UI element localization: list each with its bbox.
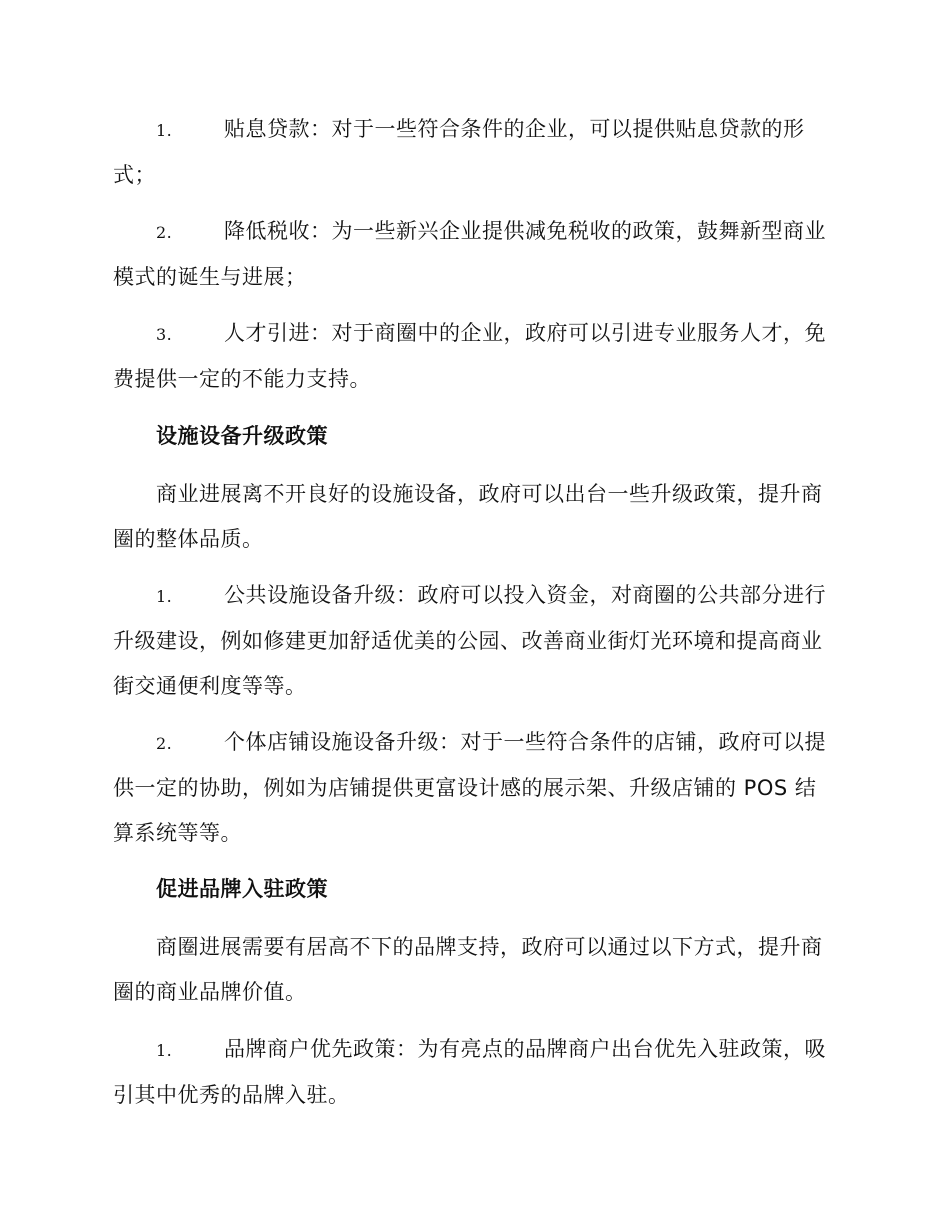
list-number: 1. [156, 121, 173, 140]
list-item-text: 人才引进：对于商圈中的企业，政府可以引进专业服务人才，免费提供一定的不能力支持。 [113, 321, 826, 391]
list-number: 1. [156, 587, 173, 606]
list-item-text: 个体店铺设施设备升级：对于一些符合条件的店铺，政府可以提供一定的协助，例如为店铺提供更富设计感的展示架、升级店铺的 POS 结算系统等等。 [113, 730, 826, 845]
list-item-loan [113, 107, 837, 198]
list-item-store-facilities [113, 720, 837, 856]
list-item-text: 降低税收：为一些新兴企业提供减免税收的政策，鼓舞新型商业模式的诞生与进展； [113, 219, 826, 289]
paragraph-brands-intro: 商圈进展需要有居高不下的品牌支持，政府可以通过以下方式，提升商圈的商业品牌价值。 [113, 935, 823, 1004]
list-item-tax [113, 209, 837, 300]
list-number: 2. [156, 223, 173, 242]
list-item-public-facilities [113, 573, 837, 709]
list-item-talent [113, 311, 837, 402]
list-number: 1. [156, 1041, 173, 1060]
list-item-text: 公共设施设备升级：政府可以投入资金，对商圈的公共部分进行升级建设，例如修建更加舒适优美的公园、改善商业街灯光环境和提高商业街交通便利度等等。 [113, 583, 826, 698]
section-heading-facilities: 设施设备升级政策 [156, 424, 328, 448]
section-heading-brands: 促进品牌入驻政策 [156, 877, 328, 901]
list-number: 2. [156, 734, 173, 753]
list-item-text: 贴息贷款：对于一些符合条件的企业，可以提供贴息贷款的形式； [113, 117, 805, 187]
list-item-text: 品牌商户优先政策：为有亮点的品牌商户出台优先入驻政策，吸引其中优秀的品牌入驻。 [113, 1037, 826, 1107]
paragraph-facilities-intro: 商业进展离不开良好的设施设备，政府可以出台一些升级政策，提升商圈的整体品质。 [113, 482, 823, 551]
list-number: 3. [156, 325, 173, 344]
list-item-brand-priority [113, 1027, 837, 1118]
